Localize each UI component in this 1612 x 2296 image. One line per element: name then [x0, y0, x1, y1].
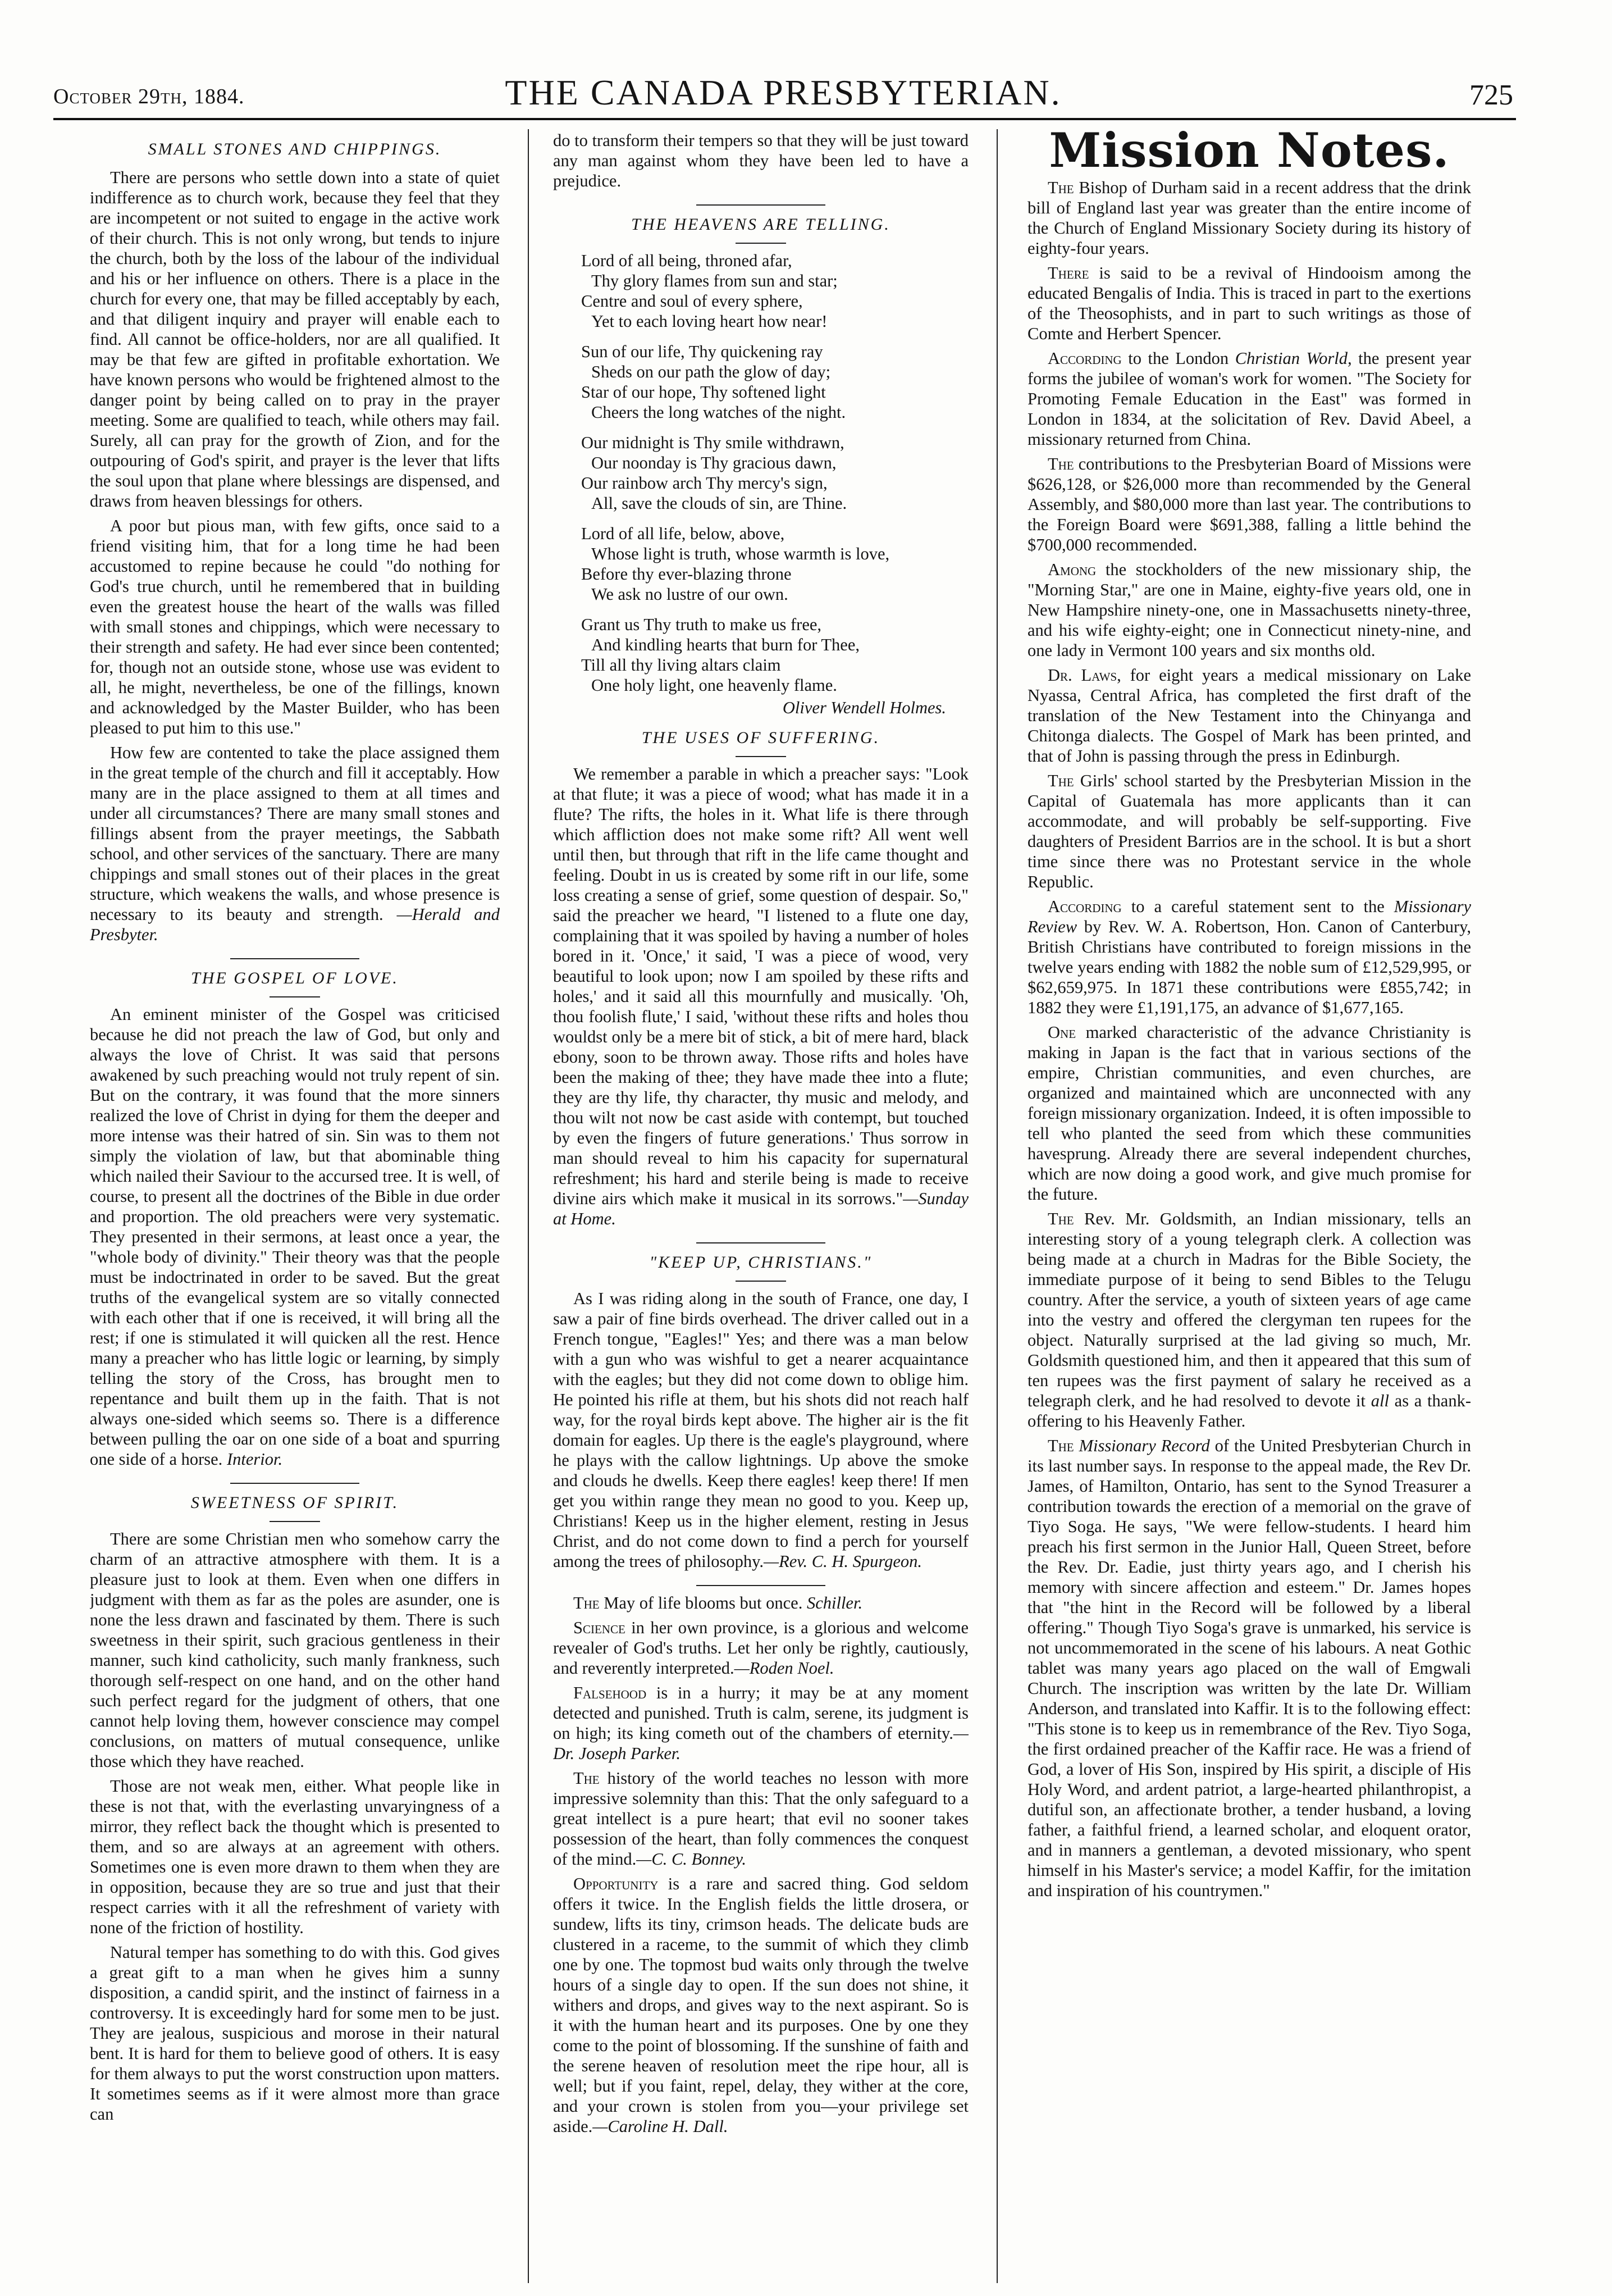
- article-paragraph: [553, 764, 969, 1229]
- note-text: to a careful statement sent to the: [1121, 897, 1394, 916]
- article-paragraph: [90, 1004, 500, 1469]
- mission-note: [1028, 454, 1471, 555]
- poem-line: Cheers the long watches of the night.: [591, 403, 846, 422]
- section-divider: [230, 1483, 359, 1484]
- section-divider: [230, 958, 359, 959]
- brief-text: is in a hurry; it may be at any moment detected and punished. Truth is calm, serene, its judgment is on high; its king cometh out of the chambers of eternity.: [553, 1683, 969, 1743]
- mission-note: [1028, 559, 1471, 660]
- lead-word: The: [573, 1769, 600, 1788]
- brief-item: [553, 1768, 969, 1869]
- issue-date: October 29th, 1884.: [53, 85, 245, 108]
- lead-word: The: [1048, 771, 1074, 790]
- brief-item: [553, 1874, 969, 2136]
- poem-line: We ask no lustre of our own.: [591, 585, 788, 604]
- brief-text: is a rare and sacred thing. God seldom offers it twice. In the English fields the little drosera, or sundew, lifts its tiny, crimson heads. The delicate buds are clustered in a raceme, to the summit of which they climb one by one. The topmost bud waits only through the twelve hours of a single day to open. If the sun does not shine, it withers and drops, and gives way to the next aspirant. So is it with the human heart and its purposes. One by one they come to the point of blossoming. If the sunshine of faith and the serene heaven of resolution meet the ripe hour, all is well; but if you faint, repel, delay, they wither at the core, and your crown is stolen from you—your privilege set aside.: [553, 1874, 969, 2136]
- mission-note: [1028, 1436, 1471, 1901]
- note-text: the present year forms the jubilee of woman's work for women. "The Society for Promoting Female Education in the East" was formed in London in 1834, at the solicitation of Rev. David Abeel, a missionary returned from China.: [1028, 349, 1471, 449]
- attribution: —Roden Noel.: [734, 1659, 834, 1678]
- lead-word: The: [1048, 178, 1074, 197]
- page-number: 725: [1469, 79, 1513, 111]
- brief-item: [553, 1618, 969, 1678]
- attribution: Schiller.: [802, 1593, 863, 1612]
- attribution: —Rev. C. H. Spurgeon.: [763, 1552, 923, 1571]
- article-paragraph: [90, 742, 500, 945]
- attribution: —C. C. Bonney.: [636, 1849, 746, 1869]
- article-title: SWEETNESS OF SPIRIT.: [190, 1493, 399, 1512]
- paragraph-text: We remember a parable in which a preacher says: "Look at that flute; it was a piece of wood; what has made it in a flute? The rifts, the holes in it. What life is there through which affliction does not make some rift? All went well until then, but through that rift in the life came thought and feeling. Doubt in us is created by some rift in our life, some loss creating a sense of grief, some question of despair. So," said the preacher we heard, "I listened to a flute one day, complaining that it was spoiled by having a number of holes bored in it. 'Once,' it said, 'I was a piece of wood, very beautiful to look upon; now I am spoiled by these rifts and holes,' and it said all this mournfully and musically. 'Oh, thou foolish flute,' I said, 'without these rifts and holes thou wouldst only be a mere bit of stick, a bit of mere hard, black ebony, soon to be thrown away. Those rifts and holes have been the making of thee; they have made thee into a flute; they are thy life, thy character, thy music and melody, and thou wilt not now be cast aside with contempt, but touched by even the fingers of future generations.' Thus sorrow in man should reveal to him his capacity for supernatural refreshment; his hard and sterile being is made to receive divine airs which make it musical in its sorrows.": [553, 764, 969, 1208]
- poem-line: Our midnight is Thy smile withdrawn,: [581, 433, 844, 452]
- brief-item: [553, 1593, 969, 1613]
- newspaper-title: THE CANADA PRESBYTERIAN.: [505, 72, 1062, 112]
- poem-stanza: [581, 250, 969, 331]
- brief-text: May of life blooms but once.: [599, 1593, 803, 1612]
- lead-word: According: [1048, 897, 1122, 916]
- poem-stanza: [581, 614, 969, 695]
- article-title: SMALL STONES AND CHIPPINGS.: [148, 140, 442, 158]
- poem-line: Lord of all life, below, above,: [581, 524, 785, 543]
- note-text: the stockholders of the new missionary ship, the "Morning Star," are one in Maine, eighty-five years old, one in New Hampshire ninety-one, one in Massachusetts ninety-three, and his wife eighty-eight; one in Connecticut ninety-nine, and one lady in Vermont 100 years and six months old.: [1028, 560, 1471, 660]
- continued-text: do to transform their tempers so that they will be just toward any man against whom they have been led to have a prejudice.: [553, 131, 969, 190]
- brief-text: in her own province, is a glorious and welcome revealer of God's truths. Let her only be rightly, cautiously, and reverently interpreted.: [553, 1618, 969, 1678]
- note-text: contributions to the Presbyterian Board of Missions were $626,128, or $26,000 more than recommended by the General Assembly, and $80,000 more than last year. The contributions to the Foreign Board were $691,388, falling a little behind the $700,000 recommended.: [1028, 454, 1471, 554]
- poem-line: Thy glory flames from sun and star;: [591, 271, 838, 290]
- article-paragraph: Natural temper has something to do with this. God gives a great gift to a man when he gives him a sunny disposition, a candid spirit, and the instinct of fairness in a controversy. It is exceedingly hard for some men to be just. They are jealous, suspicious and morose in their natural bent. It is hard for them to believe good of others. It is easy for them always to put the worst construction upon matters. It sometimes seems as if it were almost more than grace can: [90, 1943, 500, 2124]
- article-title: THE GOSPEL OF LOVE.: [191, 969, 399, 987]
- poem-stanza: [581, 523, 969, 604]
- title-underline: [736, 756, 786, 757]
- lead-word: One: [1048, 1023, 1076, 1042]
- title-underline: [270, 996, 320, 997]
- masthead-rule: [53, 118, 1516, 120]
- brief-text: history of the world teaches no lesson with more impressive solemnity than this: That the only safeguard to a great intellect is a pure heart; that evil no sooner takes possession of the heart, than folly commences the conquest of the mind.: [553, 1769, 969, 1869]
- mission-note: [1028, 771, 1471, 892]
- lead-word: Among: [1048, 560, 1097, 579]
- mission-note: [1028, 263, 1471, 344]
- poem-line: Till all thy living altars claim: [581, 655, 781, 675]
- poem-line: Grant us Thy truth to make us free,: [581, 615, 822, 634]
- lead-word: The: [573, 1593, 600, 1612]
- article-paragraph: A poor but pious man, with few gifts, once said to a friend visiting him, that for a long time he had been accustomed to repine because he could "do nothing for God's true church, until he remembered that in building even the greatest house the heart of the walls was filled with small stones and chippings, which were necessary to their strength and safety. He had ever since been contented; for, though not an outside stone, whose use was evident to all, he might, nevertheless, be one of the fillings, known and acknowledged by the Master Builder, who has been pleased to put him to this use.": [90, 516, 500, 737]
- title-underline: [736, 1281, 786, 1282]
- poem-line: Star of our hope, Thy softened light: [581, 382, 826, 402]
- emphasis: all: [1371, 1391, 1389, 1410]
- lead-word: Dr. Laws,: [1048, 666, 1121, 685]
- attribution: —Herald and Presbyter.: [90, 905, 500, 944]
- note-text: is said to be a revival of Hindooism among the educated Bengalis of India. This is traced in part to the exertions of the Theosophists, and in part to such writings as those of Comte and Herbert Spencer.: [1028, 263, 1471, 343]
- note-text: to the London: [1121, 349, 1235, 368]
- poem-line: Before thy ever-blazing throne: [581, 564, 792, 584]
- poem-title: THE HEAVENS ARE TELLING.: [631, 215, 891, 234]
- note-text: Bishop of Durham said in a recent address that the drink bill of England last year was greater than the entire income of the Church of England Missionary Society during its history of eighty-four years.: [1028, 178, 1471, 258]
- mission-note: [1028, 665, 1471, 766]
- attribution: —Caroline H. Dall.: [592, 2117, 728, 2136]
- title-underline: [736, 243, 786, 244]
- poem-line: Yet to each loving heart how near!: [591, 312, 828, 331]
- note-text: of the United Presbyterian Church in its last number says. In response to the appeal made, the Rev Dr. James, of Hamilton, Ontario, has sent to the Synod Treasurer a contribution towards the erection of a memorial on the grave of Tiyo Soga. He says, "We were fellow-students. I heard him preach his first sermon in the Junior Hall, Queen Street, before the Rev. Dr. Eadie, just thirty years ago, and I cherish his memory with sincere affection and esteem." Dr. James hopes that "the hint in the Record will be followed by a liberal offering." Though Tiyo Soga's grave is unmarked, his service is not uncommemorated in the scene of his labours. A neat Gothic tablet was many years ago placed on the wall of Emgwali Church. The inscription was written by the late Dr. William Anderson, and translated into Kaffir. It is to the following effect: "This stone is to keep us in remembrance of the Rev. Tiyo Soga, the first ordained preacher of the Kaffir race. He was a friend of God, a lover of His Son, inspired by His spirit, a disciple of His Holy Word, and ardent patriot, a large-hearted philanthropist, a dutiful son, an affectionate brother, a tender husband, a loving father, a faithful friend, a learned scholar, and eloquent orator, and in manners a gentleman, a devoted missionary, who spent himself in his Master's service; a model Kaffir, for the imitation and inspiration of his countrymen.": [1028, 1436, 1471, 1900]
- mission-note: [1028, 1022, 1471, 1204]
- note-text: marked characteristic of the advance Christianity is making in Japan is the fact that in various sections of the empire, Christian communities, and even churches, are organized and maintained which are unconnected with any foreign missionary organization. Indeed, it is often impossible to tell who planted the seed from which these communities havesprung. Already there are several independent churches, which are now doing a good work, and give much promise for the future.: [1028, 1023, 1471, 1204]
- paragraph-text: An eminent minister of the Gospel was criticised because he did not preach the law of God, but only and always the love of Christ. It was said that persons awakened by such preaching would not truly repent of sin. But on the contrary, it was found that the more sinners realized the love of Christ in dying for them the deeper and more intense was their hatred of sin. Sin was to them not simply the violation of law, but that abominable thing which nailed their Saviour to the accursed tree. It is well, of course, to present all the doctrines of the Bible in due order and proportion. The old preachers were very systematic. They presented in their sermons, at least once a year, the "whole body of divinity." Their theory was that the people must be indoctrinated in order to be saved. But the great truths of the evangelical system are so vitally connected with each other that if one is received, it will bring all the rest; if one is stimulated it will quicken all the rest. Hence many a preacher who has little logic or learning, by simply telling the story of the Cross, has brought men to repentance and built them up in the faith. That is not always one-sided which seems so. There is a difference between pulling the oar on one side of a boat and spurring one side of a horse.: [90, 1005, 500, 1469]
- section-divider: [696, 204, 825, 206]
- column-3: [1028, 130, 1471, 2274]
- column-2: [553, 130, 969, 2274]
- attribution: —Sunday at Home.: [553, 1189, 969, 1228]
- note-text: Rev. Mr. Goldsmith, an Indian missionary, tells an interesting story of a young telegraph clerk. A collection was being made at a church in Madras for the Bible Society, the immediate purpose of it being to send Bibles to the Telugu country. After the service, a youth of sixteen years of age came into the vestry and offered the clergyman ten rupees for the object. Naturally surprised at the lad giving so much, Mr. Goldsmith questioned him, and then it appeared that this sum of ten rupees was the first payment of salary he received as a telegraph clerk, and he had resolved to devote it: [1028, 1209, 1471, 1410]
- note-text: Girls' school started by the Presbyterian Mission in the Capital of Guatemala has more applicants than it can accommodate, and will probably be self-supporting. Five daughters of President Barrios are in the school. It is but a short time since there was no Protestant service in the whole Republic.: [1028, 771, 1471, 891]
- article-title: "KEEP UP, CHRISTIANS.": [649, 1253, 873, 1272]
- poem-line: Our noonday is Thy gracious dawn,: [591, 453, 837, 472]
- brief-item: [553, 1683, 969, 1764]
- lead-word: The: [1048, 1209, 1074, 1228]
- article-title: THE USES OF SUFFERING.: [641, 728, 880, 747]
- section-divider: [696, 1585, 825, 1586]
- lead-word: According: [1048, 349, 1122, 368]
- article-paragraph: There are some Christian men who somehow carry the charm of an attractive atmosphere with them. It is a pleasure just to look at them. Even when one differs in judgment with them as far as the poles are asunder, one is none the less drawn and fascinated by them. There is such sweetness in their spirit, such gracious gentleness in their manner, such kind catholicity, such manly frankness, such thorough self-respect on one hand, and on the other hand such perfect regard for the judgment of others, that one cannot help loving them, however conscience may compel conclusions, on matters of mutual consequence, unlike those which they have reached.: [90, 1529, 500, 1771]
- note-text: by Rev. W. A. Robertson, Hon. Canon of Canterbury, British Christians have contributed to foreign missions in the twelve years ending with 1882 the noble sum of £12,529,995, or $62,659,975. In 1871 these contributions were £855,742; in 1882 they were £1,191,175, an advance of $1,677,165.: [1028, 917, 1471, 1017]
- section-heading: Mission Notes.: [1049, 130, 1450, 178]
- poem-line: Lord of all being, throned afar,: [581, 251, 792, 270]
- mission-note: [1028, 896, 1471, 1018]
- poem-line: And kindling hearts that burn for Thee,: [591, 635, 860, 654]
- poem-line: Sheds on our path the glow of day;: [591, 362, 831, 381]
- article-paragraph: Those are not weak men, either. What people like in these is not that, with the everlasting unvaryingness of a mirror, they reflect back the thought which is presented to them, and so are always at an agreement with others. Sometimes one is even more drawn to them when they are in opposition, because they are so true and just that their respect carries with it all the refreshment of variety with none of the friction of hostility.: [90, 1776, 500, 1937]
- article-paragraph: [553, 1288, 969, 1571]
- note-text: for eight years a medical missionary on Lake Nyassa, Central Africa, has completed the first draft of the translation of the New Testament into the Chinyanga and Chitonga dialects. The Gospel of Mark has been printed, and that of John is passing through the press in Edinburgh.: [1028, 666, 1471, 766]
- publication-name: Christian World,: [1235, 349, 1352, 368]
- article-paragraph: There are persons who settle down into a state of quiet indifference as to church work, because they feel that they are incompetent or not suited to engage in the active work of their church. This is not only wrong, but tends to injure the church, both by the loss of the labour of the individual and his or her influence on others. There is a place in the church for every one, that may be filled acceptably by each, and that diligent inquiry and prayer will enable each to find. All cannot be office-holders, nor are all qualified. It may be that few are gifted in profitable exhortation. We have known persons who would be frightened almost to the danger point by being called on to pray in the prayer meeting. Some are qualified to teach, while others may fail. Surely, all can pray for the growth of Zion, and for the outpouring of God's spirit, and prayer is the lever that lifts the soul upon that plane where blessings are dispensed, and draws from heaven blessings for others.: [90, 168, 500, 511]
- poem-line: One holy light, one heavenly flame.: [591, 676, 837, 695]
- title-underline: [270, 1521, 320, 1522]
- lead-word: Falsehood: [573, 1683, 647, 1702]
- poem-line: Our rainbow arch Thy mercy's sign,: [581, 473, 828, 493]
- column-divider: [528, 129, 529, 2283]
- mission-note: [1028, 348, 1471, 449]
- note-text: as a thank-offering to his Heavenly Father.: [1028, 1391, 1471, 1431]
- column-divider: [997, 129, 998, 2283]
- lead-word: Opportunity: [573, 1874, 659, 1893]
- paragraph-text: How few are contented to take the place assigned them in the great temple of the church and fill it acceptably. How many are in the place assigned to them at all times and under all circumstances? There are many small stones and fillings absent from the prayer meetings, the Sabbath school, and other services of the sanctuary. There are many chippings and small stones out of their places in the great structure, which weakens the walls, and whose presence is necessary to its beauty and strength.: [90, 743, 500, 924]
- section-divider: [696, 1242, 825, 1243]
- poem-line: Sun of our life, Thy quickening ray: [581, 342, 823, 361]
- poem-line: Centre and soul of every sphere,: [581, 291, 803, 311]
- column-1: [90, 130, 500, 2274]
- mission-note: [1028, 177, 1471, 258]
- masthead: [53, 72, 1513, 117]
- poem-stanza: [581, 341, 969, 422]
- publication-name: Missionary Record: [1074, 1436, 1210, 1455]
- poem: [581, 250, 969, 718]
- lead-word: Science: [573, 1618, 625, 1637]
- publication-name: Missionary Review: [1028, 897, 1471, 936]
- attribution: —Dr. Joseph Parker.: [553, 1724, 969, 1763]
- poem-line: Whose light is truth, whose warmth is love,: [591, 544, 890, 563]
- paragraph-text: As I was riding along in the south of France, one day, I saw a pair of fine birds overhead. The driver called out in a French tongue, "Eagles!" Yes; and there was a man below with a gun who was wishful to get a nearer acquaintance with the eagles; but they did not come down to oblige him. He pointed his rifle at them, but his shots did not reach half way, for the royal birds kept above. The higher air is the fit domain for eagles. Up there is the eagle's playground, where he plays with the callow lightnings. Up above the smoke and clouds he dwells. Keep there eagles! keep there! If men get you within range they mean no good to you. Keep up, Christians! Keep us in the higher element, resting in Jesus Christ, and do not come down to find a perch for yourself among the trees of philosophy.: [553, 1289, 969, 1571]
- poem-line: All, save the clouds of sin, are Thine.: [591, 494, 847, 513]
- lead-word: The: [1048, 454, 1074, 473]
- lead-word: There: [1048, 263, 1089, 283]
- lead-word: The: [1048, 1436, 1074, 1455]
- mission-note: [1028, 1209, 1471, 1431]
- attribution: Interior.: [226, 1450, 283, 1469]
- poem-stanza: [581, 432, 969, 513]
- poem-attribution: Oliver Wendell Holmes.: [782, 698, 946, 717]
